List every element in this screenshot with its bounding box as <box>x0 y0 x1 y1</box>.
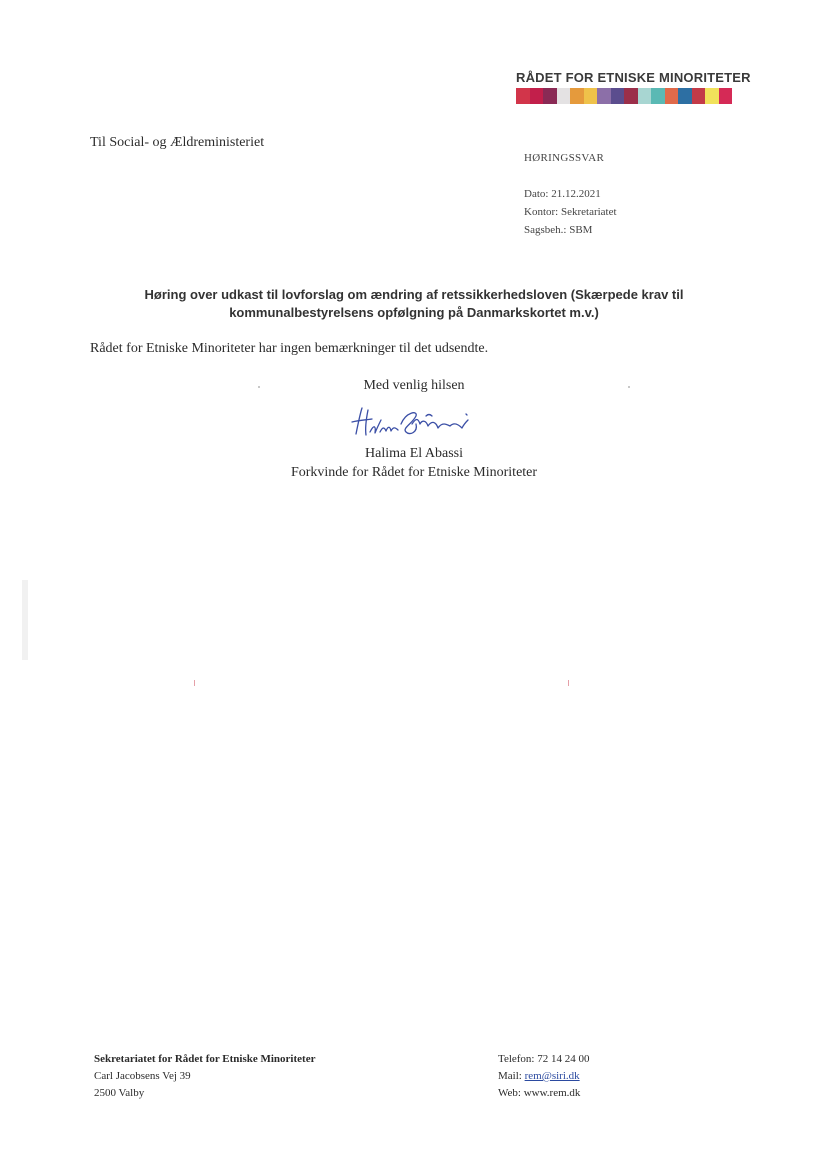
subject-heading <box>100 286 728 322</box>
scan-speck <box>22 580 28 660</box>
scan-speck <box>194 680 195 686</box>
meta-case-officer: Sagsbeh.: SBM <box>524 224 593 236</box>
document-type: HØRINGSSVAR <box>524 152 605 164</box>
scan-speck <box>628 386 630 388</box>
footer-street: Carl Jacobsens Vej 39 <box>94 1070 191 1082</box>
footer-mail-label: Mail: <box>498 1070 525 1082</box>
footer-city: 2500 Valby <box>94 1087 145 1099</box>
logo-color-block <box>665 88 679 104</box>
signer-title: Forkvinde for Rådet for Etniske Minoriteter <box>290 465 538 480</box>
addressee: Til Social- og Ældreministeriet <box>90 135 265 150</box>
scan-speck <box>258 386 260 388</box>
subject-line-1: Høring over udkast til lovforslag om ændring af retssikkerhedsloven (Skærpede krav til <box>144 287 684 302</box>
logo-color-block <box>570 88 584 104</box>
logo-color-block <box>611 88 625 104</box>
logo-color-block <box>638 88 652 104</box>
logo-color-block <box>719 88 733 104</box>
meta-date: Dato: 21.12.2021 <box>524 188 601 200</box>
scan-speck <box>568 680 569 686</box>
footer-organization: Sekretariatet for Rådet for Etniske Minoriteter <box>94 1053 316 1065</box>
footer-address <box>94 1051 315 1102</box>
logo-color-block <box>651 88 665 104</box>
body-paragraph: Rådet for Etniske Minoriteter har ingen bemærkninger til det udsendte. <box>90 341 489 356</box>
closing-greeting: Med venlig hilsen <box>363 378 465 393</box>
document-meta <box>524 185 617 239</box>
logo-color-block <box>557 88 571 104</box>
footer-mail-link[interactable]: rem@siri.dk <box>524 1070 580 1082</box>
logo-color-bar <box>516 88 732 104</box>
logo-color-block <box>530 88 544 104</box>
logo-color-block <box>597 88 611 104</box>
handwritten-signature <box>346 402 476 442</box>
footer-web: Web: www.rem.dk <box>498 1087 581 1099</box>
meta-office: Kontor: Sekretariatet <box>524 206 617 218</box>
logo-color-block <box>624 88 638 104</box>
logo-color-block <box>584 88 598 104</box>
subject-line-2: kommunalbestyrelsens opfølgning på Danmarkskortet m.v.) <box>229 305 599 320</box>
footer-contact <box>498 1051 590 1102</box>
logo-color-block <box>543 88 557 104</box>
footer-phone: Telefon: 72 14 24 00 <box>498 1053 590 1065</box>
signer-name: Halima El Abassi <box>365 446 463 461</box>
logo-color-block <box>516 88 530 104</box>
organization-logo-text: RÅDET FOR ETNISKE MINORITETER <box>516 70 751 85</box>
logo-color-block <box>705 88 719 104</box>
logo-color-block <box>692 88 706 104</box>
footer-mail <box>498 1068 590 1085</box>
logo-color-block <box>678 88 692 104</box>
